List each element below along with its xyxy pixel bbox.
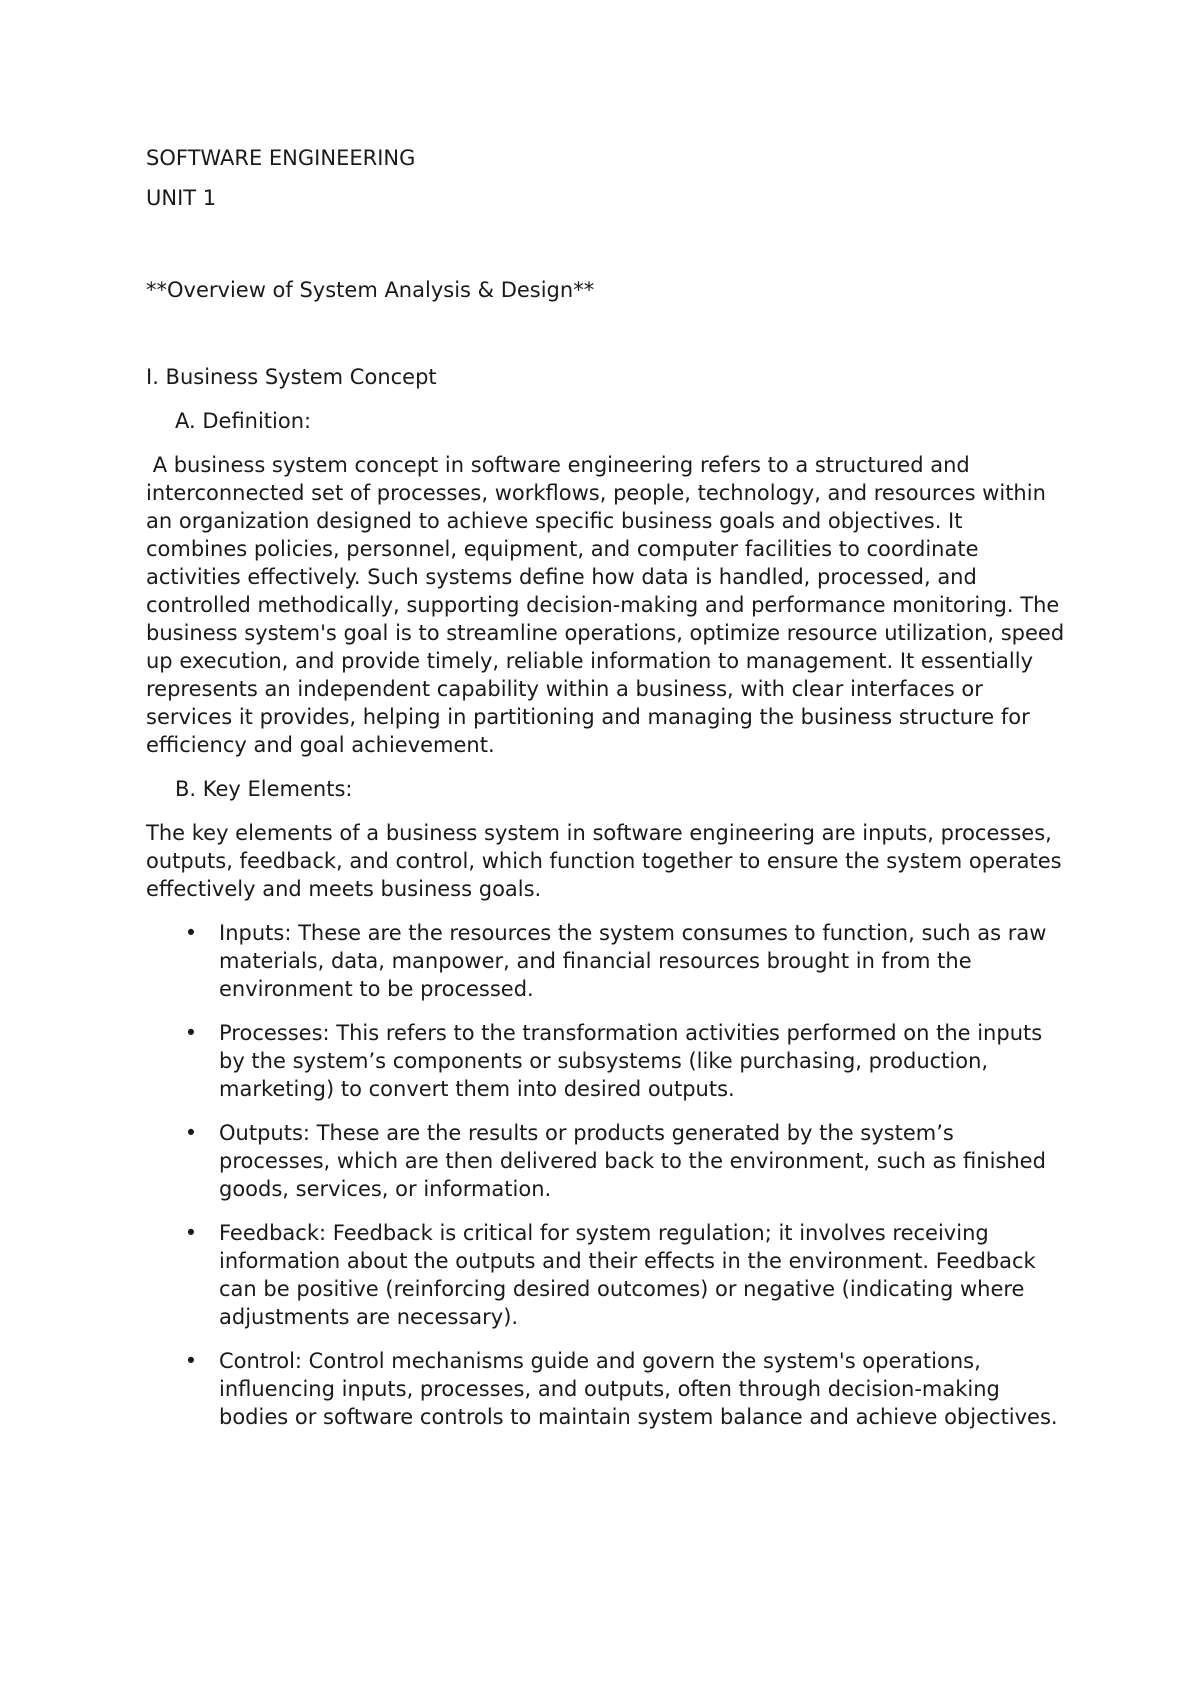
definition-paragraph: A business system concept in software engineering refers to a structured and interconnected set of processes, workflows, people, technology, and resources within an organization designed to achieve specific business goals and objectives. It combines policies, personnel, equipment, and computer facilities to coordinate activities effectively. Such systems define how data is handled, processed, and controlled methodically, supporting decision-making and performance monitoring. The business system's goal is to streamline operations, optimize resource utilization, speed up execution, and provide timely, reliable information to management. It essentially represents an independent capability within a business, with clear interfaces or services it provides, helping in partitioning and managing the business structure for efficiency and goal achievement.: [146, 453, 1071, 757]
bullet-icon: •: [184, 1221, 198, 1245]
list-item-text: Feedback: Feedback is critical for system regulation; it involves receiving information about the outputs and their effects in the environment. Feedback can be positive (reinforcing desired outcomes) or negative (indicating where adjustments are necessary).: [219, 1221, 1036, 1329]
list-item-control: [146, 1347, 1066, 1431]
list-item-processes: [146, 1019, 1066, 1103]
unit-label: UNIT 1: [146, 186, 217, 210]
list-item-text: Outputs: These are the results or products generated by the system’s processes, which are then delivered back to the environment, such as finished goods, services, or information.: [219, 1121, 1046, 1201]
document-title: SOFTWARE ENGINEERING: [146, 146, 416, 170]
bullet-icon: •: [184, 1121, 198, 1145]
list-item-text: Control: Control mechanisms guide and govern the system's operations, influencing inputs, processes, and outputs, often through decision-making bodies or software controls to maintain system balance and achieve objectives.: [219, 1349, 1058, 1429]
subheading-key-elements: B. Key Elements:: [175, 777, 353, 801]
list-item-outputs: [146, 1119, 1066, 1203]
key-elements-list: [146, 919, 1066, 1431]
overview-heading: **Overview of System Analysis & Design**: [146, 278, 595, 302]
document-content: [146, 144, 1071, 1447]
list-item-feedback: [146, 1219, 1066, 1331]
bullet-icon: •: [184, 1021, 198, 1045]
list-item-text: Processes: This refers to the transformation activities performed on the inputs by the system’s components or subsystems (like purchasing, production, marketing) to convert them into desired outputs.: [219, 1021, 1043, 1101]
list-item-inputs: [146, 919, 1066, 1003]
key-elements-paragraph: The key elements of a business system in software engineering are inputs, processes, outputs, feedback, and control, which function together to ensure the system operates effectively and meets business goals.: [146, 821, 1062, 901]
list-item-text: Inputs: These are the resources the system consumes to function, such as raw materials, data, manpower, and financial resources brought in from the environment to be processed.: [219, 921, 1047, 1001]
subheading-definition: A. Definition:: [175, 409, 312, 433]
bullet-icon: •: [184, 1349, 198, 1373]
bullet-icon: •: [184, 921, 198, 945]
section-heading-business-system: I. Business System Concept: [146, 365, 437, 389]
